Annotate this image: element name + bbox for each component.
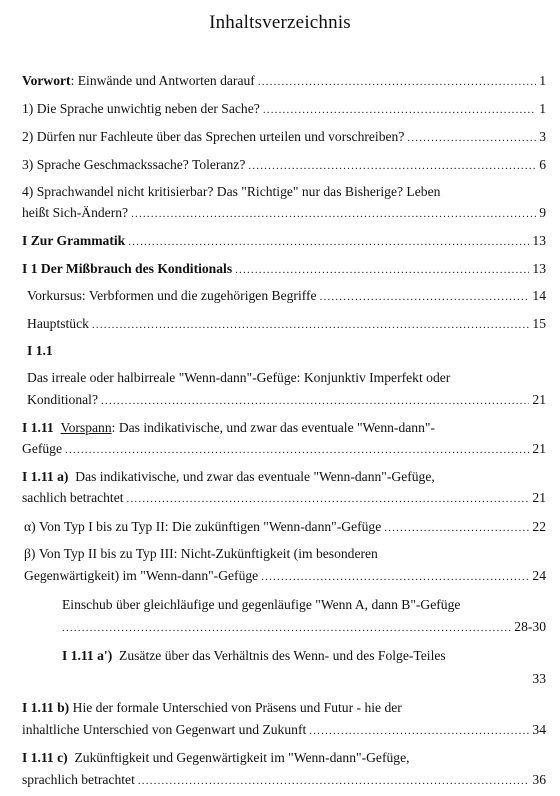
toc-entry-einschub-line1[interactable] bbox=[62, 597, 546, 615]
entry-page: 21 bbox=[532, 392, 546, 407]
toc-entry-i111a2-line2[interactable] bbox=[62, 671, 546, 689]
toc-entry-vorwort[interactable] bbox=[22, 73, 546, 91]
entry-page: 21 bbox=[532, 490, 546, 505]
leader-dots bbox=[128, 236, 529, 248]
toc-entry-i111a-line2[interactable] bbox=[22, 490, 546, 508]
entry-text: 3) Sprache Geschmackssache? Toleranz? bbox=[22, 157, 246, 172]
leader-dots bbox=[384, 522, 529, 534]
entry-page: 6 bbox=[539, 157, 546, 172]
toc-entry-i111a-line1[interactable] bbox=[22, 469, 546, 487]
toc-entry-i111b-line1[interactable] bbox=[22, 700, 546, 718]
entry-prefix: Vorwort bbox=[22, 73, 71, 88]
entry-page: 28-30 bbox=[514, 619, 546, 634]
leader-dots bbox=[261, 571, 529, 583]
entry-page: 21 bbox=[532, 441, 546, 456]
entry-page: 22 bbox=[532, 519, 546, 534]
toc-entry-i111c-line1[interactable] bbox=[22, 750, 546, 768]
entry-page: 13 bbox=[532, 233, 546, 248]
toc-entry-3[interactable] bbox=[22, 157, 546, 175]
entry-text: I Zur Grammatik bbox=[22, 233, 126, 248]
entry-text: sachlich betrachtet bbox=[22, 490, 124, 505]
entry-page: 14 bbox=[532, 288, 546, 303]
toc-entry-beta-line2[interactable] bbox=[24, 568, 546, 586]
entry-text: 1) Die Sprache unwichtig neben der Sache? bbox=[22, 101, 260, 116]
entry-text: Konditional? bbox=[27, 392, 98, 407]
entry-prefix: I 1.11 b) bbox=[22, 700, 70, 715]
entry-text: Vorkursus: Verbformen und die zugehörigen Begriffe bbox=[27, 288, 317, 303]
entry-underlined: Vorspann bbox=[60, 420, 112, 435]
toc-entry-i11-line1[interactable] bbox=[27, 370, 546, 388]
entry-text: Hauptstück bbox=[27, 316, 89, 331]
leader-dots bbox=[248, 160, 536, 172]
entry-text: β) Von Typ II bis zu Typ III: Nicht-Zukünftigkeit (im besonderen bbox=[24, 546, 378, 561]
entry-text: Einschub über gleichläufige und gegenläufige "Wenn A, dann B"-Gefüge bbox=[62, 597, 461, 612]
page-title: Inhaltsverzeichnis bbox=[209, 12, 351, 33]
entry-page: 1 bbox=[539, 73, 546, 88]
leader-dots bbox=[235, 264, 529, 276]
entry-text: Zusätze über das Verhältnis des Wenn- und des Folge-Teiles bbox=[119, 648, 446, 663]
entry-text: α) Von Typ I bis zu Typ II: Die zukünftigen "Wenn-dann"-Gefüge bbox=[24, 519, 382, 534]
entry-page: 9 bbox=[539, 205, 546, 220]
leader-dots bbox=[263, 104, 536, 116]
entry-prefix: I 1.11 bbox=[22, 420, 54, 435]
entry-heading: I 1.1 bbox=[27, 343, 53, 358]
leader-dots bbox=[101, 395, 529, 407]
entry-page: 36 bbox=[532, 772, 546, 787]
toc-entry-i111-line1[interactable] bbox=[22, 420, 546, 438]
entry-page: 13 bbox=[532, 261, 546, 276]
entry-text: : Einwände und Antworten darauf bbox=[70, 73, 255, 88]
toc-entry-vorkursus[interactable] bbox=[27, 288, 546, 306]
entry-text: Zukünftigkeit und Gegenwärtigkeit im "Wenn-dann"-Gefüge, bbox=[74, 750, 410, 765]
entry-page: 33 bbox=[532, 671, 546, 686]
toc-entry-i1[interactable] bbox=[22, 261, 546, 279]
entry-text: 4) Sprachwandel nicht kritisierbar? Das "Richtige" nur das Bisherige? Leben bbox=[22, 184, 441, 199]
entry-text: inhaltliche Unterschied von Gegenwart und Zukunft bbox=[22, 722, 307, 737]
leader-dots bbox=[92, 319, 529, 331]
entry-text: I 1 Der Mißbrauch des Konditionals bbox=[22, 261, 233, 276]
entry-page: 24 bbox=[532, 568, 546, 583]
toc-entry-alpha[interactable] bbox=[24, 519, 546, 537]
toc-entry-i11-line2[interactable] bbox=[27, 392, 546, 410]
leader-dots bbox=[62, 622, 511, 634]
leader-dots bbox=[65, 444, 529, 456]
leader-dots bbox=[138, 775, 530, 787]
entry-text: Das irreale oder halbirreale "Wenn-dann"-Gefüge: Konjunktiv Imperfekt oder bbox=[27, 370, 451, 385]
toc-entry-4-line1[interactable] bbox=[22, 184, 546, 202]
toc-entry-beta-line1[interactable] bbox=[24, 546, 546, 564]
toc-entry-4-line2[interactable] bbox=[22, 205, 546, 223]
entry-text: 2) Dürfen nur Fachleute über das Sprechen urteilen und vorschreiben? bbox=[22, 129, 405, 144]
leader-dots bbox=[127, 493, 530, 505]
leader-dots bbox=[309, 725, 529, 737]
leader-dots bbox=[407, 132, 536, 144]
entry-page: 3 bbox=[539, 129, 546, 144]
toc-entry-i111-line2[interactable] bbox=[22, 441, 546, 459]
entry-prefix: I 1.11 a) bbox=[22, 469, 69, 484]
leader-dots bbox=[258, 76, 536, 88]
leader-dots bbox=[131, 208, 536, 220]
entry-text: Hie der formale Unterschied von Präsens und Futur - hie der bbox=[72, 700, 402, 715]
entry-text: Gefüge bbox=[22, 441, 63, 456]
toc-entry-hauptstueck[interactable] bbox=[27, 316, 546, 334]
entry-page: 34 bbox=[532, 722, 546, 737]
toc-entry-i111c-line2[interactable] bbox=[22, 772, 546, 790]
entry-prefix: I 1.11 c) bbox=[22, 750, 68, 765]
toc-heading-i11 bbox=[27, 343, 546, 361]
entry-page: 1 bbox=[539, 101, 546, 116]
entry-page: 15 bbox=[532, 316, 546, 331]
entry-text: Das indikativische, und zwar das eventuale "Wenn-dann"-Gefüge, bbox=[75, 469, 435, 484]
toc-entry-1[interactable] bbox=[22, 101, 546, 119]
entry-prefix: I 1.11 a') bbox=[62, 648, 113, 663]
toc-entry-zur-grammatik[interactable] bbox=[22, 233, 546, 251]
entry-text: : Das indikativische, und zwar das eventuale "Wenn-dann"- bbox=[111, 420, 435, 435]
entry-text: heißt Sich-Ändern? bbox=[22, 205, 129, 220]
toc-entry-2[interactable] bbox=[22, 129, 546, 147]
entry-text: sprachlich betrachtet bbox=[22, 772, 135, 787]
leader-dots bbox=[320, 291, 530, 303]
toc-entry-i111a2-line1[interactable] bbox=[62, 648, 546, 666]
entry-text: Gegenwärtigkeit) im "Wenn-dann"-Gefüge bbox=[24, 568, 259, 583]
toc-entry-i111b-line2[interactable] bbox=[22, 722, 546, 740]
toc-entry-einschub-line2[interactable] bbox=[62, 619, 546, 637]
